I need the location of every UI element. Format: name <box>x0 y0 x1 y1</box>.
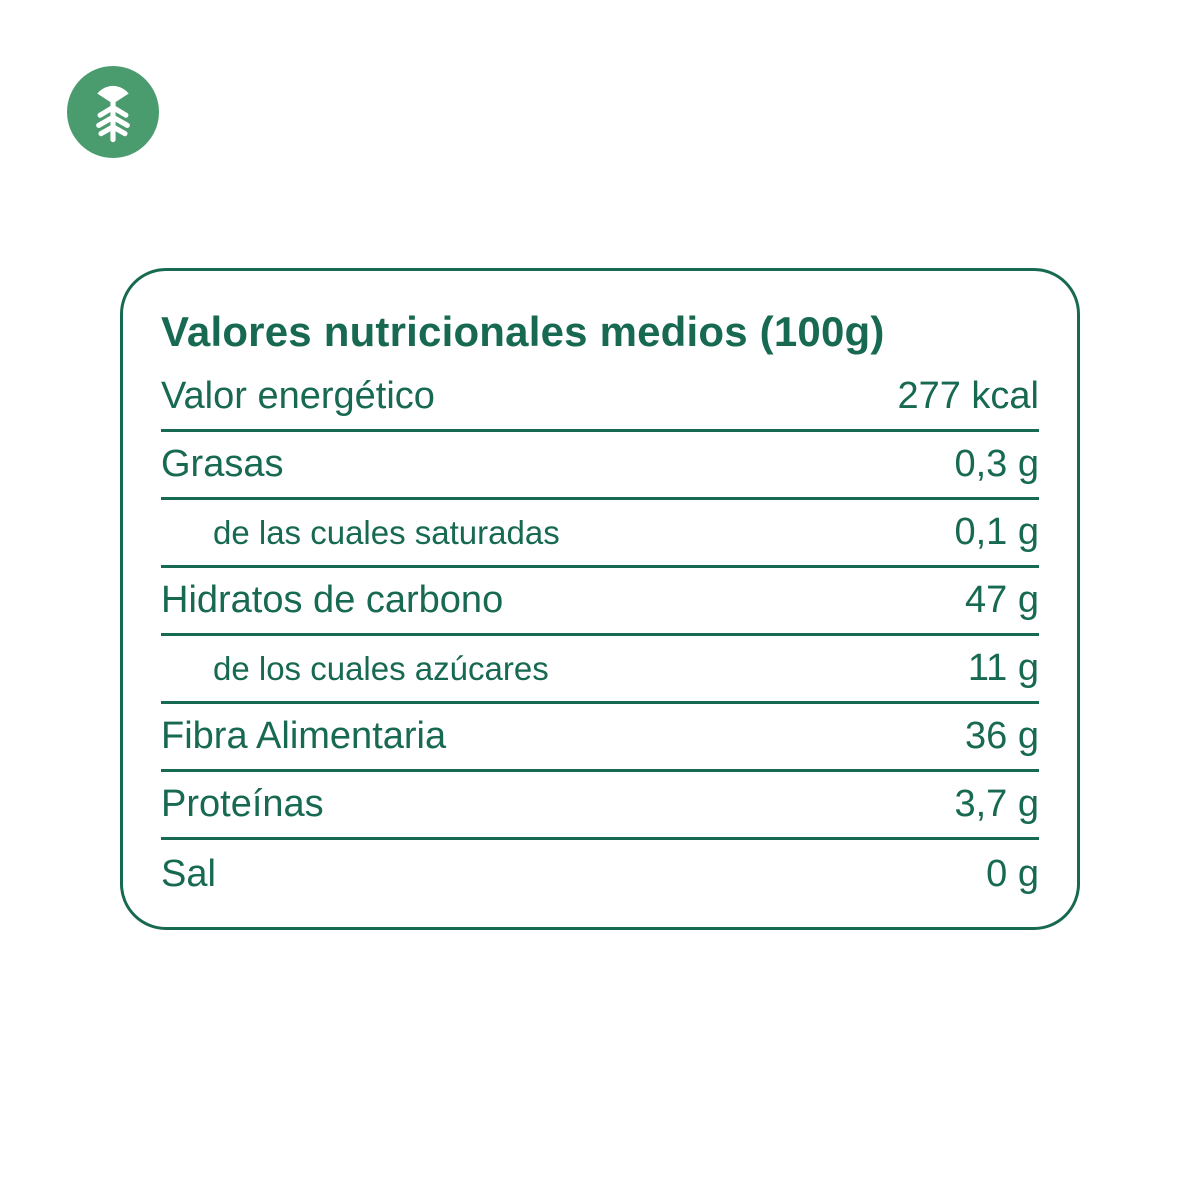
row-value: 11 g <box>967 647 1039 689</box>
row-label: de las cuales saturadas <box>213 513 560 551</box>
nutrition-row-protein <box>161 772 1039 840</box>
row-value: 3,7 g <box>954 783 1039 825</box>
row-label: de los cuales azúcares <box>213 649 549 687</box>
row-label: Grasas <box>161 443 284 485</box>
row-label: Sal <box>161 852 216 895</box>
nutrition-row-carbohydrates <box>161 568 1039 636</box>
row-value: 0,1 g <box>954 511 1039 553</box>
nutrition-row-sugars <box>161 636 1039 704</box>
row-value: 277 kcal <box>897 375 1039 417</box>
row-label: Hidratos de carbono <box>161 579 504 621</box>
row-value: 0,3 g <box>954 443 1039 485</box>
nutrition-row-fat <box>161 432 1039 500</box>
row-value: 47 g <box>965 579 1039 621</box>
nutrition-row-saturated-fat <box>161 500 1039 568</box>
brand-logo <box>67 66 159 158</box>
nutrition-table <box>120 268 1080 930</box>
tree-icon <box>67 66 159 158</box>
row-value: 0 g <box>986 852 1039 895</box>
nutrition-row-fiber <box>161 704 1039 772</box>
nutrition-row-energy <box>161 364 1039 432</box>
nutrition-row-salt <box>161 840 1039 908</box>
nutrition-table-title: Valores nutricionales medios (100g) <box>161 308 885 355</box>
row-label: Fibra Alimentaria <box>161 715 447 757</box>
row-label: Proteínas <box>161 783 324 825</box>
row-value: 36 g <box>965 715 1039 757</box>
row-label: Valor energético <box>161 375 435 417</box>
